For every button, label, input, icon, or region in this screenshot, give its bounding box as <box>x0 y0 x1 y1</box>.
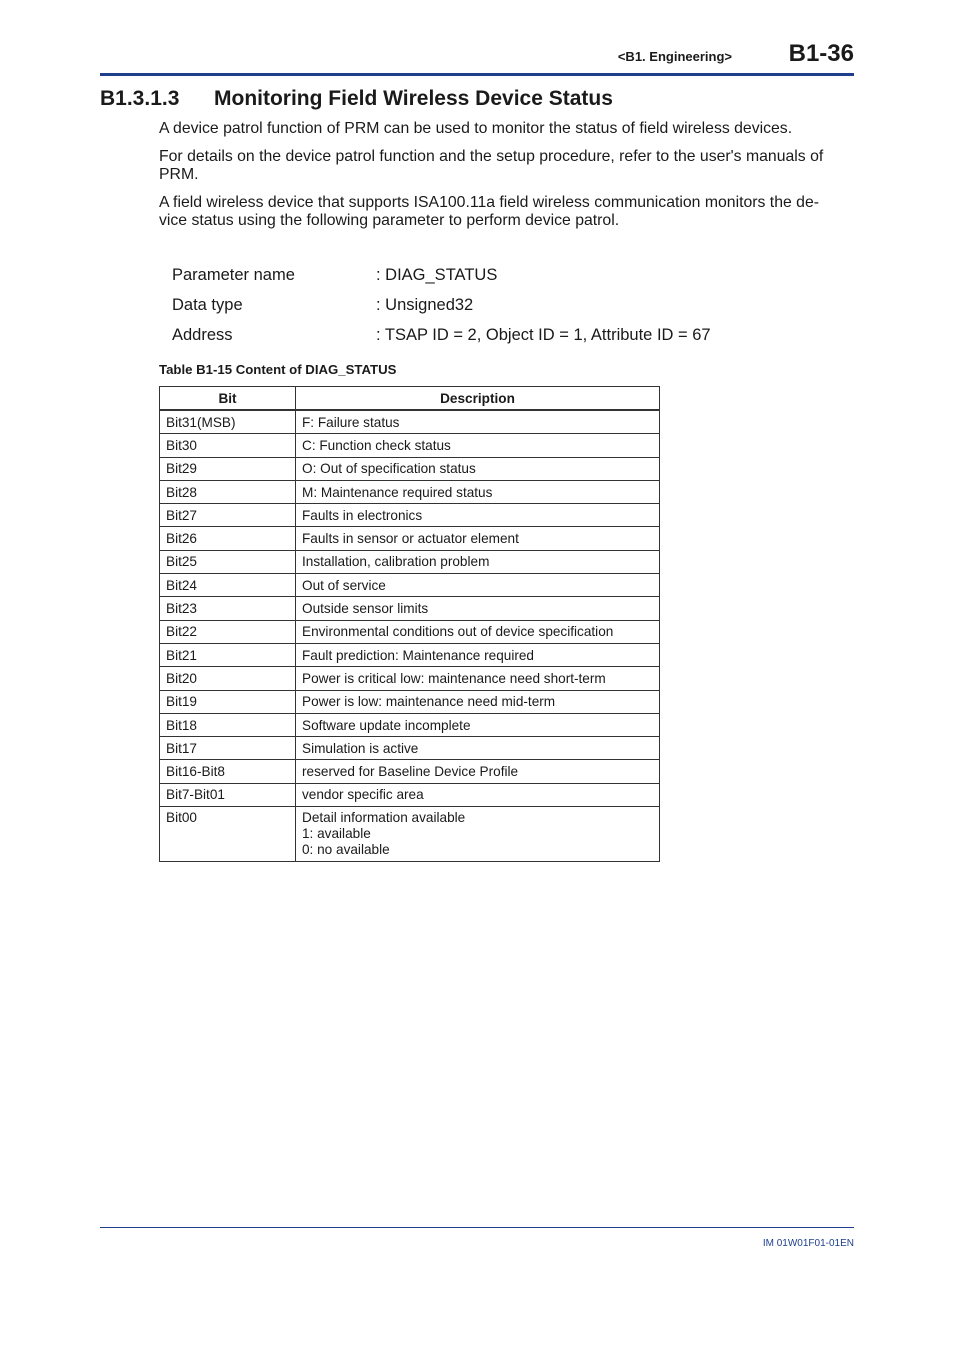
parameter-name: Address <box>172 326 233 344</box>
paragraph: A field wireless device that supports ISA100.11a field wireless communication monitors the de- vice status using the following parameter to perform device patrol. <box>159 194 819 229</box>
page-number: B1-36 <box>788 40 854 67</box>
table-row <box>160 737 660 760</box>
bit-cell: Bit24 <box>160 574 296 597</box>
description-cell: Faults in electronics <box>296 504 660 527</box>
table-row <box>160 783 660 806</box>
bit-cell: Bit29 <box>160 457 296 480</box>
section-title <box>100 87 613 111</box>
table-row <box>160 550 660 573</box>
description-cell: vendor specific area <box>296 783 660 806</box>
bit-cell: Bit26 <box>160 527 296 550</box>
description-cell: Software update incomplete <box>296 713 660 736</box>
footer-doc-number: IM 01W01F01-01EN <box>762 1238 854 1249</box>
description-cell: Installation, calibration problem <box>296 550 660 573</box>
description-cell: Fault prediction: Maintenance required <box>296 643 660 666</box>
table-row <box>160 713 660 736</box>
table-body <box>160 410 660 862</box>
table-row <box>160 620 660 643</box>
section-number: B1.3.1.3 <box>100 87 180 110</box>
table-row <box>160 760 660 783</box>
description-cell: O: Out of specification status <box>296 457 660 480</box>
bit-cell: Bit7-Bit01 <box>160 783 296 806</box>
bit-cell: Bit19 <box>160 690 296 713</box>
description-cell: F: Failure status <box>296 410 660 434</box>
parameter-name: Data type <box>172 296 243 314</box>
bit-cell: Bit21 <box>160 643 296 666</box>
table-row <box>160 574 660 597</box>
description-cell: C: Function check status <box>296 434 660 457</box>
parameter-value: : DIAG_STATUS <box>376 266 498 284</box>
table-row <box>160 480 660 503</box>
description-cell: Environmental conditions out of device specification <box>296 620 660 643</box>
bit-cell: Bit30 <box>160 434 296 457</box>
bit-cell: Bit00 <box>160 807 296 862</box>
footer-rule <box>100 1227 854 1228</box>
diag-status-table <box>159 386 660 862</box>
header-rule <box>100 73 854 76</box>
table-row <box>160 457 660 480</box>
table-row <box>160 504 660 527</box>
table-row <box>160 667 660 690</box>
section-heading: Monitoring Field Wireless Device Status <box>214 87 613 110</box>
column-header-bit: Bit <box>160 387 296 411</box>
parameter-name: Parameter name <box>172 266 295 284</box>
column-header-description: Description <box>296 387 660 411</box>
description-line: Detail information available <box>302 810 466 826</box>
bit-cell: Bit31(MSB) <box>160 410 296 434</box>
table-caption: Table B1-15 Content of DIAG_STATUS <box>159 362 397 377</box>
bit-cell: Bit25 <box>160 550 296 573</box>
table-row <box>160 527 660 550</box>
parameter-value: : TSAP ID = 2, Object ID = 1, Attribute ID = 67 <box>376 326 711 344</box>
description-cell: Power is low: maintenance need mid-term <box>296 690 660 713</box>
description-cell <box>296 807 660 862</box>
table-row <box>160 597 660 620</box>
description-cell: Simulation is active <box>296 737 660 760</box>
parameter-value: : Unsigned32 <box>376 296 474 314</box>
description-cell: Out of service <box>296 574 660 597</box>
paragraph: A device patrol function of PRM can be used to monitor the status of field wireless devices. <box>159 120 793 137</box>
bit-cell: Bit20 <box>160 667 296 690</box>
header-chapter: <B1. Engineering> <box>617 49 732 64</box>
table-row <box>160 690 660 713</box>
table-row <box>160 643 660 666</box>
description-line: 0: no available <box>302 842 390 858</box>
table-header-row <box>160 387 660 411</box>
description-cell: Power is critical low: maintenance need short-term <box>296 667 660 690</box>
table-row <box>160 434 660 457</box>
bit-cell: Bit27 <box>160 504 296 527</box>
description-cell: M: Maintenance required status <box>296 480 660 503</box>
description-line: 1: available <box>302 826 371 842</box>
description-cell: reserved for Baseline Device Profile <box>296 760 660 783</box>
bit-cell: Bit18 <box>160 713 296 736</box>
bit-cell: Bit28 <box>160 480 296 503</box>
bit-cell: Bit16-Bit8 <box>160 760 296 783</box>
paragraph: For details on the device patrol function and the setup procedure, refer to the user's manuals of PRM. <box>159 148 824 183</box>
bit-cell: Bit23 <box>160 597 296 620</box>
bit-cell: Bit17 <box>160 737 296 760</box>
table-row <box>160 807 660 862</box>
description-cell: Outside sensor limits <box>296 597 660 620</box>
description-cell: Faults in sensor or actuator element <box>296 527 660 550</box>
bit-cell: Bit22 <box>160 620 296 643</box>
table-row <box>160 410 660 434</box>
